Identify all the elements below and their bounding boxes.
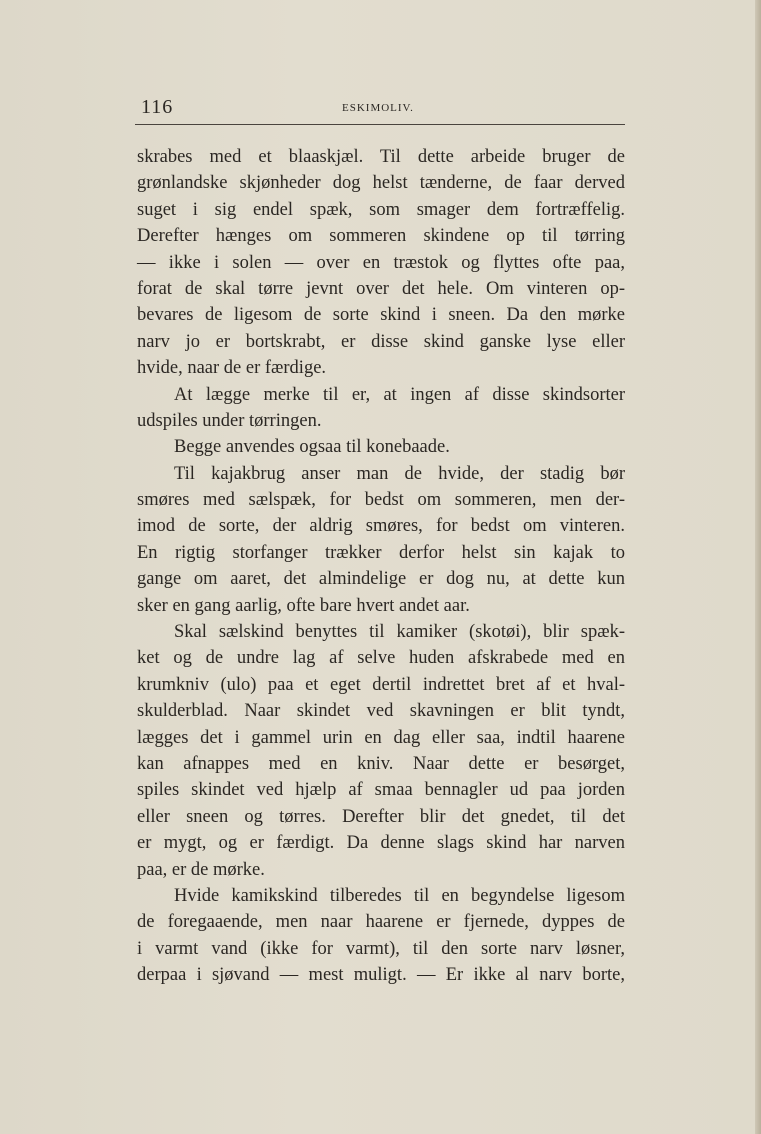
- text-line: At lægge merke til er, at ingen af disse skindsorter: [174, 384, 625, 405]
- text-line: Derefter hænges om sommeren skindene op til tørring: [137, 226, 625, 247]
- text-line: de foregaaende, men naar haarene er fjernede, dyppes de: [137, 912, 625, 933]
- text-line: sker en gang aarlig, ofte bare hvert andet aar.: [137, 595, 470, 616]
- text-line: lægges det i gammel urin en dag eller saa, indtil haarene: [137, 727, 625, 748]
- running-title: ESKIMOLIV.: [342, 102, 414, 114]
- header-rule: [135, 124, 625, 125]
- text-line: i varmt vand (ikke for varmt), til den sorte narv løsner,: [137, 938, 625, 959]
- text-line: En rigtig storfanger trækker derfor helst sin kajak to: [137, 542, 625, 563]
- page-number: 116: [141, 96, 174, 118]
- text-line: bevares de ligesom de sorte skind i sneen. Da den mørke: [137, 305, 625, 326]
- text-line: skulderblad. Naar skindet ved skavningen er blit tyndt,: [137, 701, 625, 722]
- text-line: skrabes med et blaaskjæl. Til dette arbeide bruger de: [137, 147, 625, 167]
- text-line: Skal sælskind benyttes til kamiker (skotøi), blir spæk-: [174, 622, 625, 643]
- text-line: eller sneen og tørres. Derefter blir det gnedet, til det: [137, 806, 625, 827]
- text-line: ket og de undre lag af selve huden afskrabede med en: [137, 648, 625, 669]
- text-line: paa, er de mørke.: [137, 859, 265, 880]
- text-line: gange om aaret, det almindelige er dog nu, at dette kun: [137, 569, 625, 590]
- text-line: udspiles under tørringen.: [137, 410, 322, 431]
- text-line: Begge anvendes ogsaa til konebaade.: [174, 437, 450, 458]
- page-edge: [755, 0, 761, 1134]
- text-line: krumkniv (ulo) paa et eget dertil indrettet bret af et hval-: [137, 674, 625, 695]
- text-line: grønlandske skjønheder dog helst tænderne, de faar derved: [137, 173, 625, 194]
- text-line: Hvide kamikskind tilberedes til en begyndelse ligesom: [174, 885, 625, 906]
- text-line: spiles skindet ved hjælp af smaa bennagler ud paa jorden: [137, 780, 625, 801]
- body-text: [137, 144, 625, 989]
- text-line: smøres med sælspæk, for bedst om sommeren, men der-: [137, 490, 625, 511]
- text-line: narv jo er bortskrabt, er disse skind ganske lyse eller: [137, 331, 625, 352]
- text-line: er mygt, og er færdigt. Da denne slags skind har narven: [137, 833, 625, 854]
- text-line: — ikke i solen — over en træstok og flyttes ofte paa,: [137, 252, 625, 273]
- text-line: kan afnappes med en kniv. Naar dette er besørget,: [137, 753, 625, 774]
- text-line: imod de sorte, der aldrig smøres, for bedst om vinteren.: [137, 516, 625, 537]
- text-line: derpaa i sjøvand — mest muligt. — Er ikke al narv borte,: [137, 965, 625, 986]
- text-line: Til kajakbrug anser man de hvide, der stadig bør: [174, 463, 625, 484]
- text-line: forat de skal tørre jevnt over det hele. Om vinteren op-: [137, 278, 625, 299]
- text-line: suget i sig endel spæk, som smager dem fortræffelig.: [137, 199, 625, 220]
- page-header: [137, 96, 627, 122]
- text-line: hvide, naar de er færdige.: [137, 358, 327, 379]
